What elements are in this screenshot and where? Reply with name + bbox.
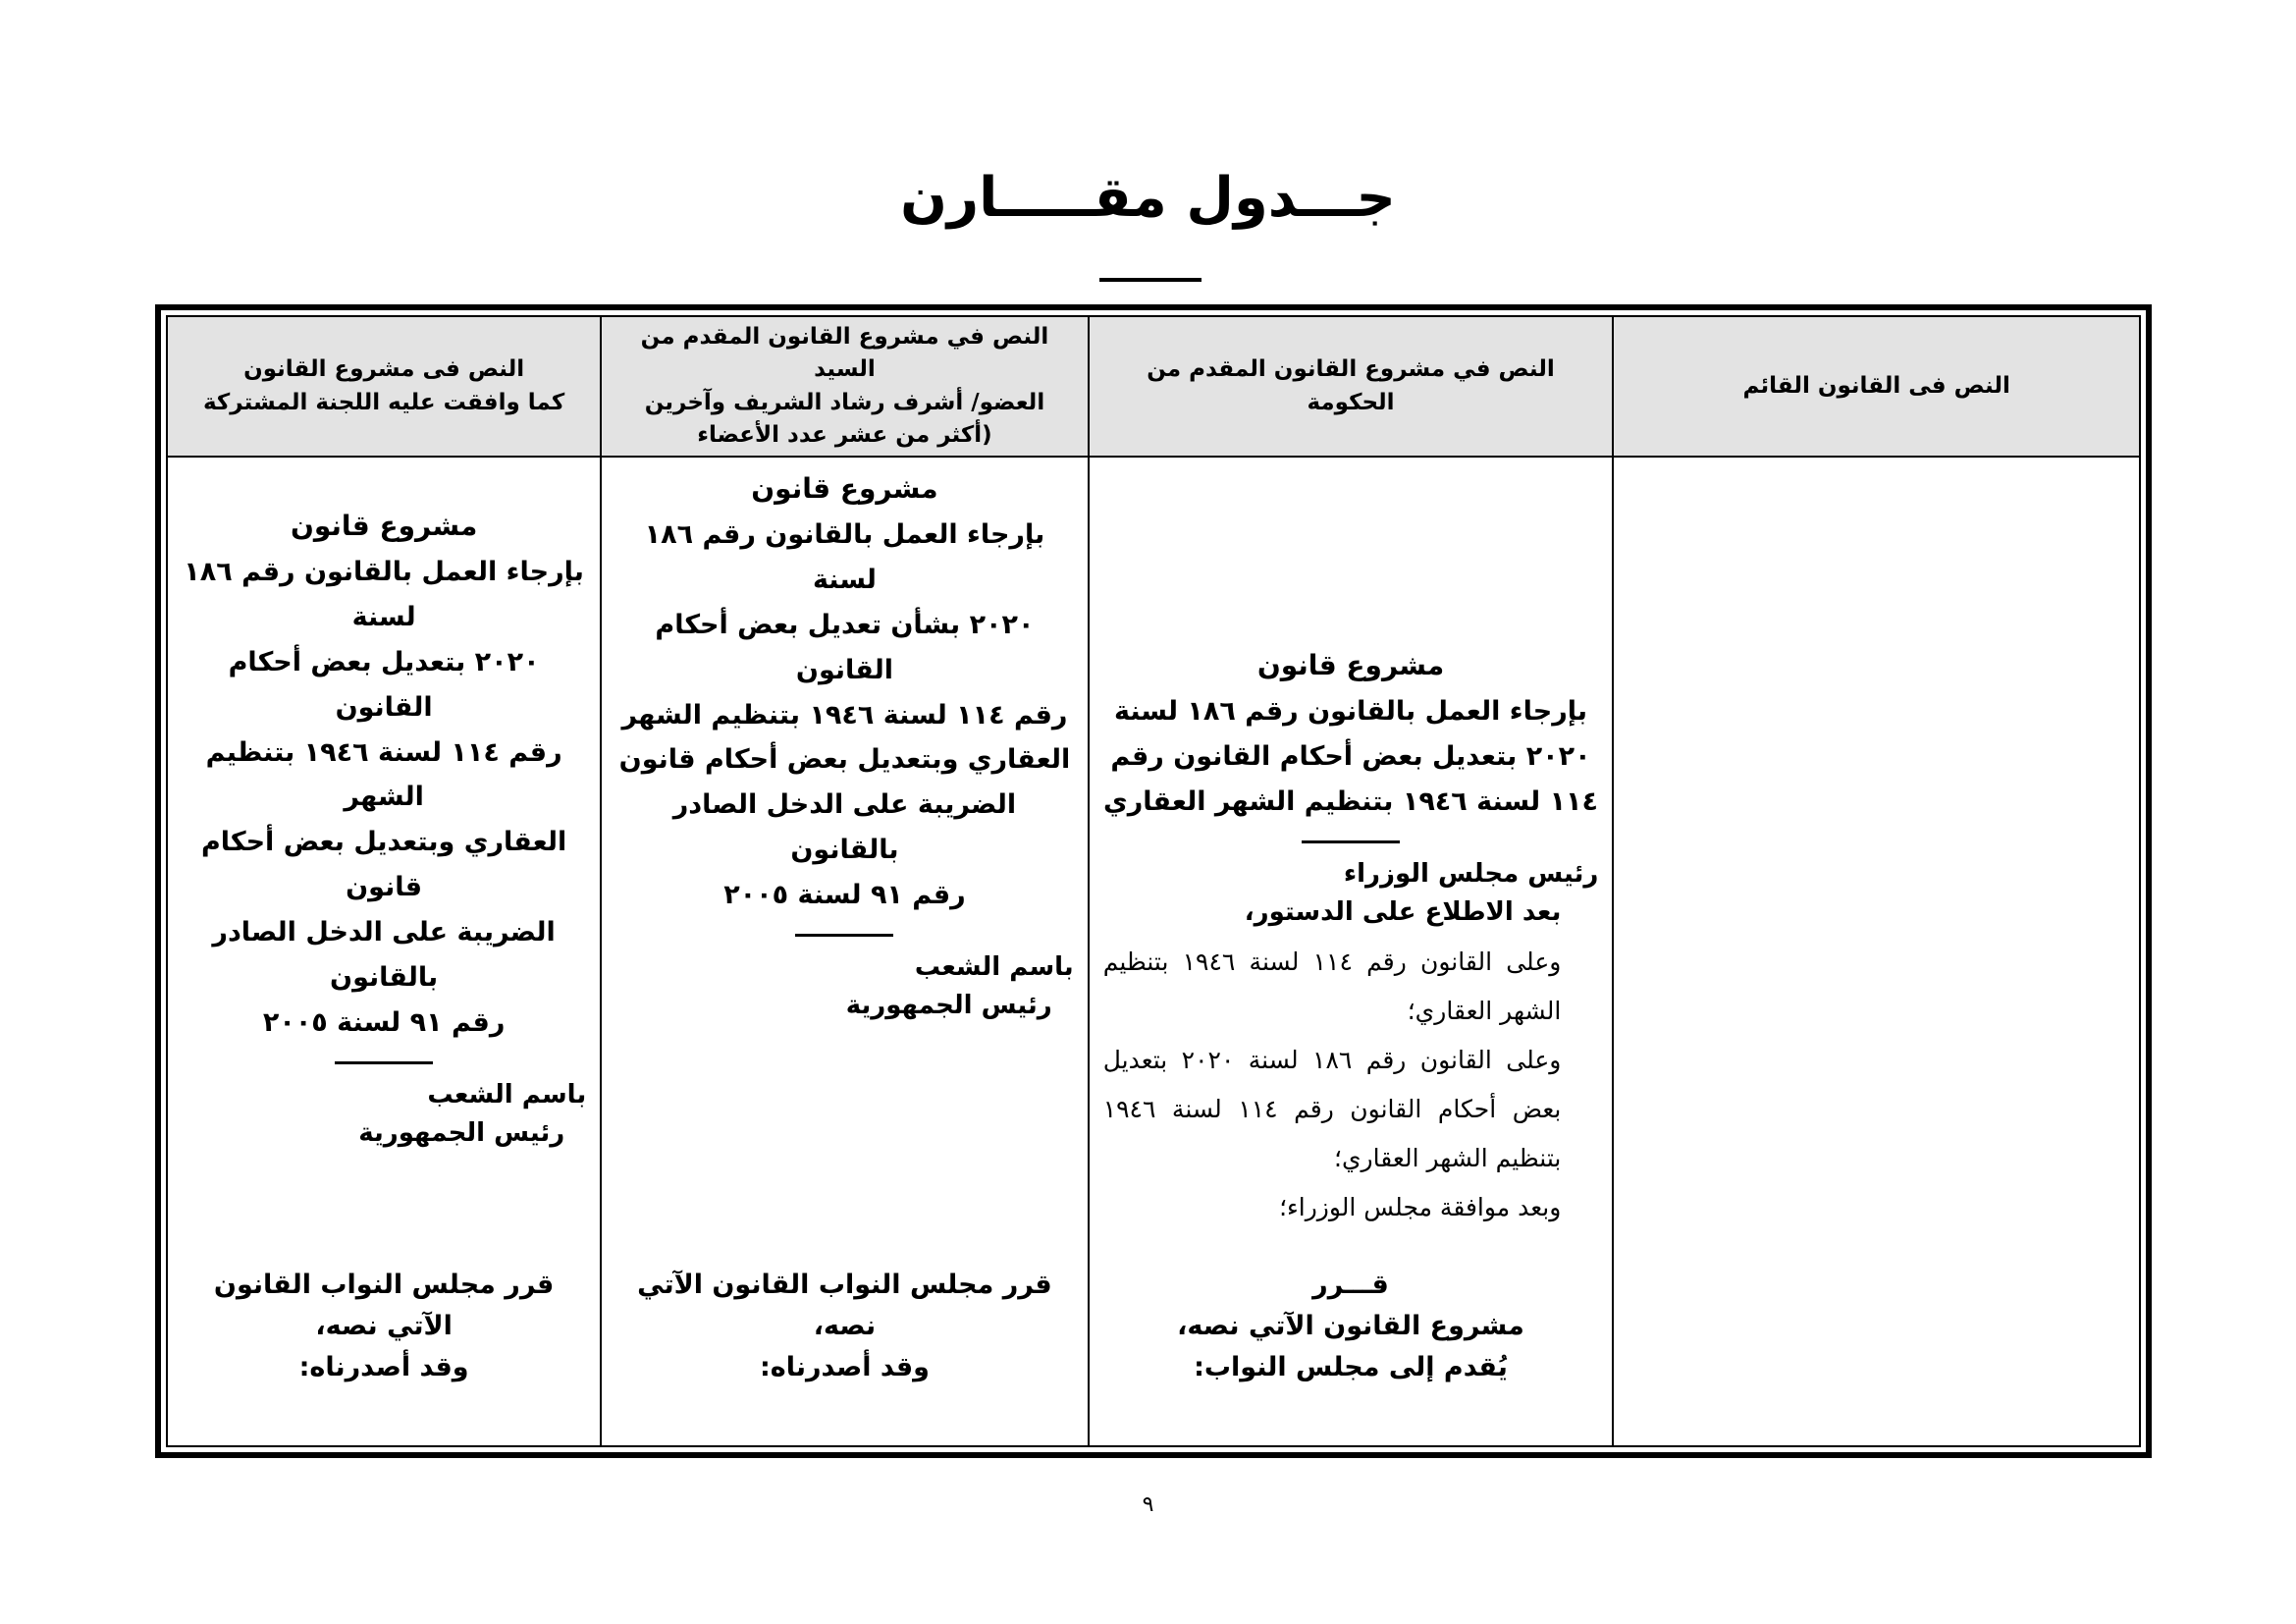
- committee-closing-line1: قرر مجلس النواب القانون الآتي نصه،: [213, 1270, 555, 1342]
- gov-bill-recital: وعلى القانون رقم ١١٤ لسنة ١٩٤٦ بتنظيم الشهر العقاري؛: [1102, 947, 1562, 1025]
- committee-divider: [335, 1061, 433, 1064]
- header-member-bill-line2: العضو/ أشرف رشاد الشريف وآخرين: [644, 389, 1045, 415]
- gov-bill-closing: [1103, 1265, 1599, 1388]
- gov-bill-after-review: بعد الاطلاع على الدستور،: [1244, 896, 1562, 927]
- gov-bill-closing-line1: مشروع القانون الآتي نصه،: [1177, 1311, 1524, 1342]
- header-member-bill: [601, 316, 1088, 457]
- header-government-bill: النص في مشروع القانون المقدم من الحكومة: [1089, 316, 1614, 457]
- member-bill-closing: [615, 1265, 1073, 1388]
- header-member-bill-line3: (أكثر من عشر عدد الأعضاء: [697, 422, 992, 449]
- member-bill-closing-line2: وقد أصدرناه:: [759, 1352, 930, 1383]
- member-bill-divider: [795, 934, 893, 937]
- comparison-table-frame: [155, 304, 2152, 1458]
- member-bill-in-name-of-people: باسم الشعب: [914, 951, 1074, 982]
- header-member-bill-line1: النص في مشروع القانون المقدم من السيد: [640, 324, 1049, 383]
- committee-title-line: رقم ١١٤ لسنة ١٩٤٦ بتنظيم الشهر: [205, 736, 562, 813]
- gov-bill-title-line: ١١٤ لسنة ١٩٤٦ بتنظيم الشهر العقاري: [1102, 785, 1599, 817]
- committee-closing-line2: وقد أصدرناه:: [298, 1352, 469, 1383]
- member-bill-title-line: رقم ٩١ لسنة ٢٠٠٥: [723, 880, 966, 911]
- gov-bill-issuer: رئيس مجلس الوزراء: [1343, 858, 1599, 889]
- gov-bill-recital: وبعد موافقة مجلس الوزراء؛: [1279, 1192, 1562, 1221]
- member-bill-title-line: ٢٠٢٠ بشأن تعديل بعض أحكام القانون: [655, 609, 1035, 685]
- header-committee-line2: كما وافقت عليه اللجنة المشتركة: [202, 389, 565, 415]
- member-bill-title-line: الضريبة على الدخل الصادر بالقانون: [672, 789, 1017, 866]
- comparison-table: [166, 315, 2141, 1447]
- member-bill-title: [615, 465, 1073, 918]
- gov-bill-title-line: بإرجاء العمل بالقانون رقم ١٨٦ لسنة: [1114, 695, 1588, 727]
- gov-bill-recital: وعلى القانون رقم ١٨٦ لسنة ٢٠٢٠ بتعديل بعض أحكام القانون رقم ١١٤ لسنة ١٩٤٦ بتنظيم الشهر العقاري؛: [1102, 1045, 1562, 1172]
- title-underline: [1099, 278, 1201, 282]
- member-bill-title-line: العقاري وبتعديل بعض أحكام قانون: [618, 744, 1071, 776]
- member-bill-title-line: بإرجاء العمل بالقانون رقم ١٨٦ لسنة: [644, 518, 1045, 595]
- member-bill-heading: مشروع قانون: [751, 472, 938, 506]
- header-committee-line1: النص فى مشروع القانون: [243, 356, 525, 383]
- committee-closing: [182, 1265, 586, 1388]
- table-header-row: [167, 316, 2140, 457]
- cell-member-bill: [601, 457, 1088, 1446]
- committee-title-line: الضريبة على الدخل الصادر بالقانون: [212, 917, 556, 993]
- gov-bill-closing-line2: يُقدم إلى مجلس النواب:: [1194, 1352, 1508, 1383]
- cell-current-law: [1613, 457, 2140, 1446]
- committee-title: [182, 503, 586, 1045]
- gov-bill-title-line: ٢٠٢٠ بتعديل بعض أحكام القانون رقم: [1110, 740, 1591, 772]
- current-law-text: [1628, 458, 2125, 1445]
- member-bill-president: رئيس الجمهورية: [845, 990, 1052, 1020]
- committee-in-name-of-people: باسم الشعب: [427, 1079, 587, 1110]
- gov-bill-divider: [1302, 840, 1400, 843]
- committee-title-line: بإرجاء العمل بالقانون رقم ١٨٦ لسنة: [184, 556, 584, 632]
- gov-bill-heading: مشروع قانون: [1256, 649, 1445, 682]
- page-number: ٩: [1142, 1492, 1154, 1517]
- committee-title-line: ٢٠٢٠ بتعديل بعض أحكام القانون: [228, 646, 540, 723]
- cell-government-bill: [1089, 457, 1614, 1446]
- page-title: جـــدول مقـــــارن: [900, 166, 1396, 230]
- cell-committee-text: [167, 457, 601, 1446]
- committee-title-line: رقم ٩١ لسنة ٢٠٠٥: [262, 1006, 506, 1038]
- member-bill-closing-line1: قرر مجلس النواب القانون الآتي نصه،: [637, 1270, 1052, 1342]
- header-current-law: النص فى القانون القائم: [1613, 316, 2140, 457]
- committee-title-line: العقاري وبتعديل بعض أحكام قانون: [200, 827, 567, 903]
- header-committee-text: [167, 316, 601, 457]
- table-body-row: [167, 457, 2140, 1446]
- member-bill-title-line: رقم ١١٤ لسنة ١٩٤٦ بتنظيم الشهر: [621, 699, 1068, 731]
- committee-heading: مشروع قانون: [290, 510, 478, 543]
- gov-bill-title: [1103, 642, 1599, 824]
- committee-president: رئيس الجمهورية: [358, 1117, 565, 1148]
- gov-bill-decided: قـــرر: [1312, 1270, 1389, 1301]
